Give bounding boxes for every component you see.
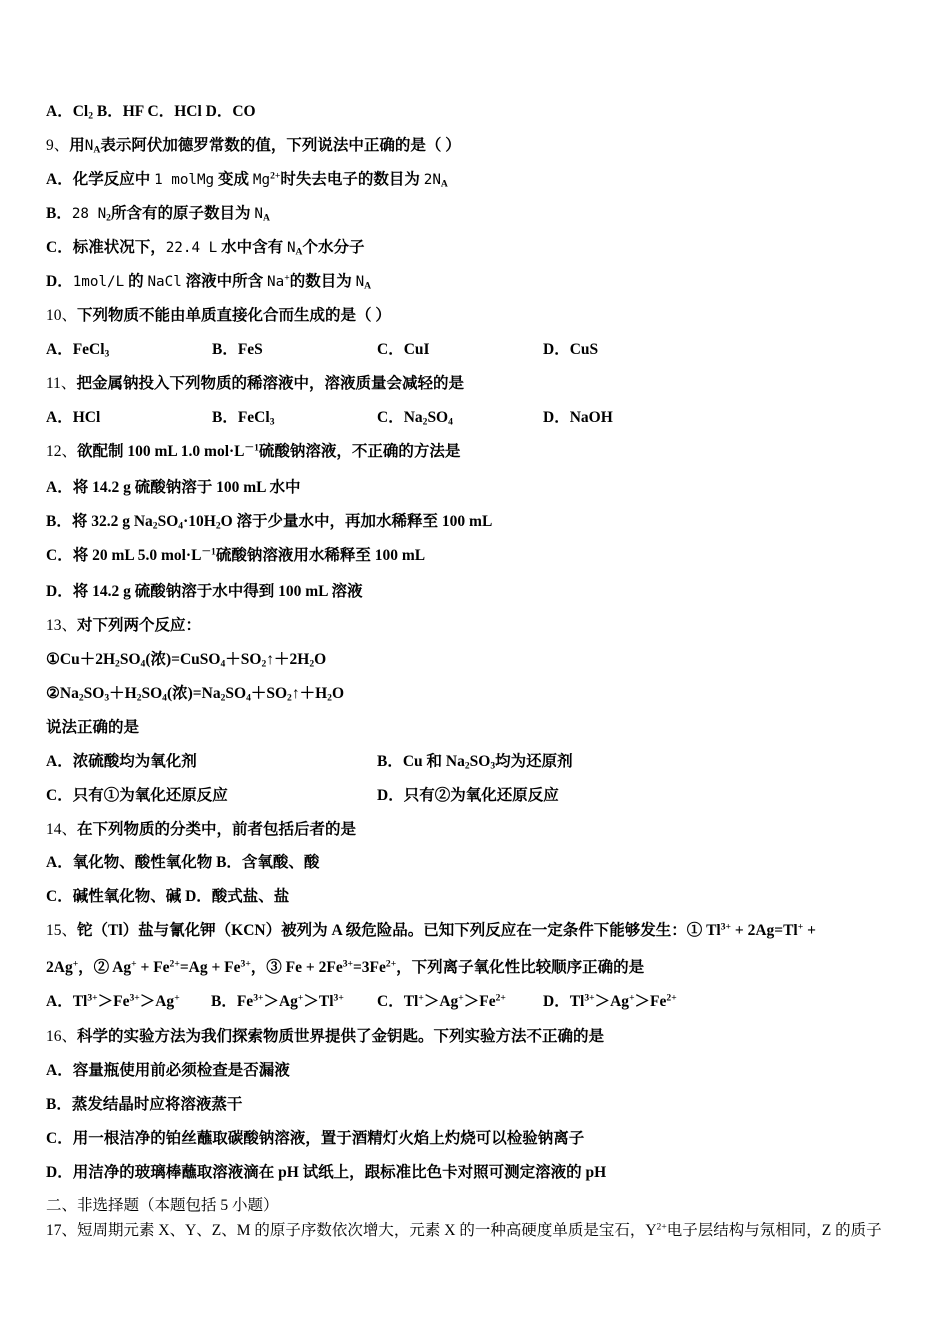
q15-option-a: A．$Tl^{3+}>Fe^{3+}>Ag^+$ bbox=[46, 992, 180, 1010]
q13-reaction-2: $②Na_2SO_3+H_2SO_4$(浓)$=Na_2SO_4+SO_2↑+H_2O$ bbox=[46, 685, 345, 704]
q13-option-c: C．只有①为氧化还原反应 bbox=[46, 787, 228, 804]
q12-stem: 12、欲配制 100 mL 1.0 $mol\cdot L^{-1}$硫酸钠溶液，不正确的方法是 bbox=[46, 442, 461, 460]
q11-option-d: D．NaOH bbox=[543, 409, 613, 426]
q14-options-cd: C．碱性氧化物、碱 D．酸式盐、盐 bbox=[46, 888, 290, 905]
q10-option-c: C．CuI bbox=[377, 341, 430, 358]
q12-option-d: D．将 14.2 g 硫酸钠溶于水中得到 100 mL 溶液 bbox=[46, 583, 363, 600]
q16-option-c: C．用一根洁净的铂丝蘸取碳酸钠溶液，置于酒精灯火焰上灼烧可以检验钠离子 bbox=[46, 1130, 585, 1147]
q11-option-c: C．$Na_2SO_4$ bbox=[377, 409, 453, 428]
q13-prompt: 说法正确的是 bbox=[46, 719, 140, 736]
q13-stem: 13、对下列两个反应： bbox=[46, 617, 202, 634]
q10-stem: 10、下列物质不能由单质直接化合而生成的是（ ） bbox=[46, 307, 391, 324]
q10-option-b: B．FeS bbox=[212, 341, 263, 358]
q11-stem: 11、把金属钠投入下列物质的稀溶液中，溶液质量会减轻的是 bbox=[46, 375, 464, 392]
q15-option-d: D．$Tl^{3+}>Ag^+>Fe^{2+}$ bbox=[543, 992, 677, 1010]
q13-option-d: D．只有②为氧化还原反应 bbox=[377, 787, 559, 804]
q13-option-b: B．Cu 和 $Na_2SO_3$均为还原剂 bbox=[377, 753, 573, 772]
q9-option-b: B．28 $N_2$所含有的原子数目为 $N_A$ bbox=[46, 205, 270, 224]
q15-stem-line-2: 2Ag+，② $Ag^+ + Fe^{2+}=Ag + Fe^{3+}$，③ $Fe + 2Fe^{3+}=3Fe^{2+}$，下列离子氧化性比较顺序正确的是 bbox=[46, 958, 645, 976]
q12-option-a: A．将 14.2 g 硫酸钠溶于 100 mL 水中 bbox=[46, 479, 301, 496]
q13-option-a: A．浓硫酸均为氧化剂 bbox=[46, 753, 197, 770]
q9-stem: 9、用$N_A$表示阿伏加德罗常数的值，下列说法中正确的是（ ） bbox=[46, 137, 461, 156]
q16-option-d: D．用洁净的玻璃棒蘸取溶液滴在 pH 试纸上，跟标准比色卡对照可测定溶液的 pH bbox=[46, 1164, 607, 1181]
q8-options: A．$Cl_2$ B．HF C．HCl D．CO bbox=[46, 103, 256, 122]
q14-stem: 14、在下列物质的分类中，前者包括后者的是 bbox=[46, 821, 357, 838]
q9-option-a: A．化学反应中 1 molMg 变成 $Mg^{2+}$时失去电子的数目为 $2N_A$ bbox=[46, 170, 448, 190]
q15-option-c: C．$Tl^+>Ag^+>Fe^{2+}$ bbox=[377, 992, 506, 1010]
q15-option-b: B．$Fe^{3+}>Ag^+>Tl^{3+}$ bbox=[211, 992, 344, 1010]
q16-option-a: A．容量瓶使用前必须检查是否漏液 bbox=[46, 1062, 290, 1079]
q12-option-b: B．将 32.2 g $Na_2SO_4\cdot 10H_2O$ 溶于少量水中，再加水稀释至 100 mL bbox=[46, 513, 493, 532]
q9-option-c: C．标准状况下，22.4 L 水中含有 $N_A$个水分子 bbox=[46, 239, 365, 258]
q15-stem-line-1: 15、铊（Tl）盐与氰化钾（KCN）被列为 A 级危险品。已知下列反应在一定条件下能够发生：① $Tl^{3+} + 2Ag=Tl^+$ + bbox=[46, 921, 816, 939]
q9-option-d: D．1mol/L 的 NaCl 溶液中所含 Na+的数目为 $N_A$ bbox=[46, 272, 372, 292]
q16-option-b: B．蒸发结晶时应将溶液蒸干 bbox=[46, 1096, 243, 1113]
q14-options-ab: A．氧化物、酸性氧化物 B．含氧酸、酸 bbox=[46, 854, 320, 871]
q17-stem: 17、短周期元素 X、Y、Z、M 的原子序数依次增大，元素 X 的一种高硬度单质是宝石，$Y^{2+}$电子层结构与氖相同，Z 的质子 bbox=[46, 1221, 882, 1239]
q12-option-c: C．将 20 mL 5.0 $mol\cdot L^{-1}$硫酸钠溶液用水稀释至 100 mL bbox=[46, 546, 426, 564]
q10-option-a: A．FeCl$_3$ bbox=[46, 341, 110, 360]
q11-option-a: A．HCl bbox=[46, 409, 101, 426]
section-2-heading: 二、非选择题（本题包括 5 小题） bbox=[46, 1197, 279, 1214]
q13-reaction-1: $①Cu+2H_2SO_4$(浓)$=CuSO_4+SO_2↑+2H_2O$ bbox=[46, 651, 327, 670]
q10-option-d: D．CuS bbox=[543, 341, 599, 358]
q11-option-b: B．FeCl$_3$ bbox=[212, 409, 275, 428]
q16-stem: 16、科学的实验方法为我们探索物质世界提供了金钥匙。下列实验方法不正确的是 bbox=[46, 1028, 605, 1045]
